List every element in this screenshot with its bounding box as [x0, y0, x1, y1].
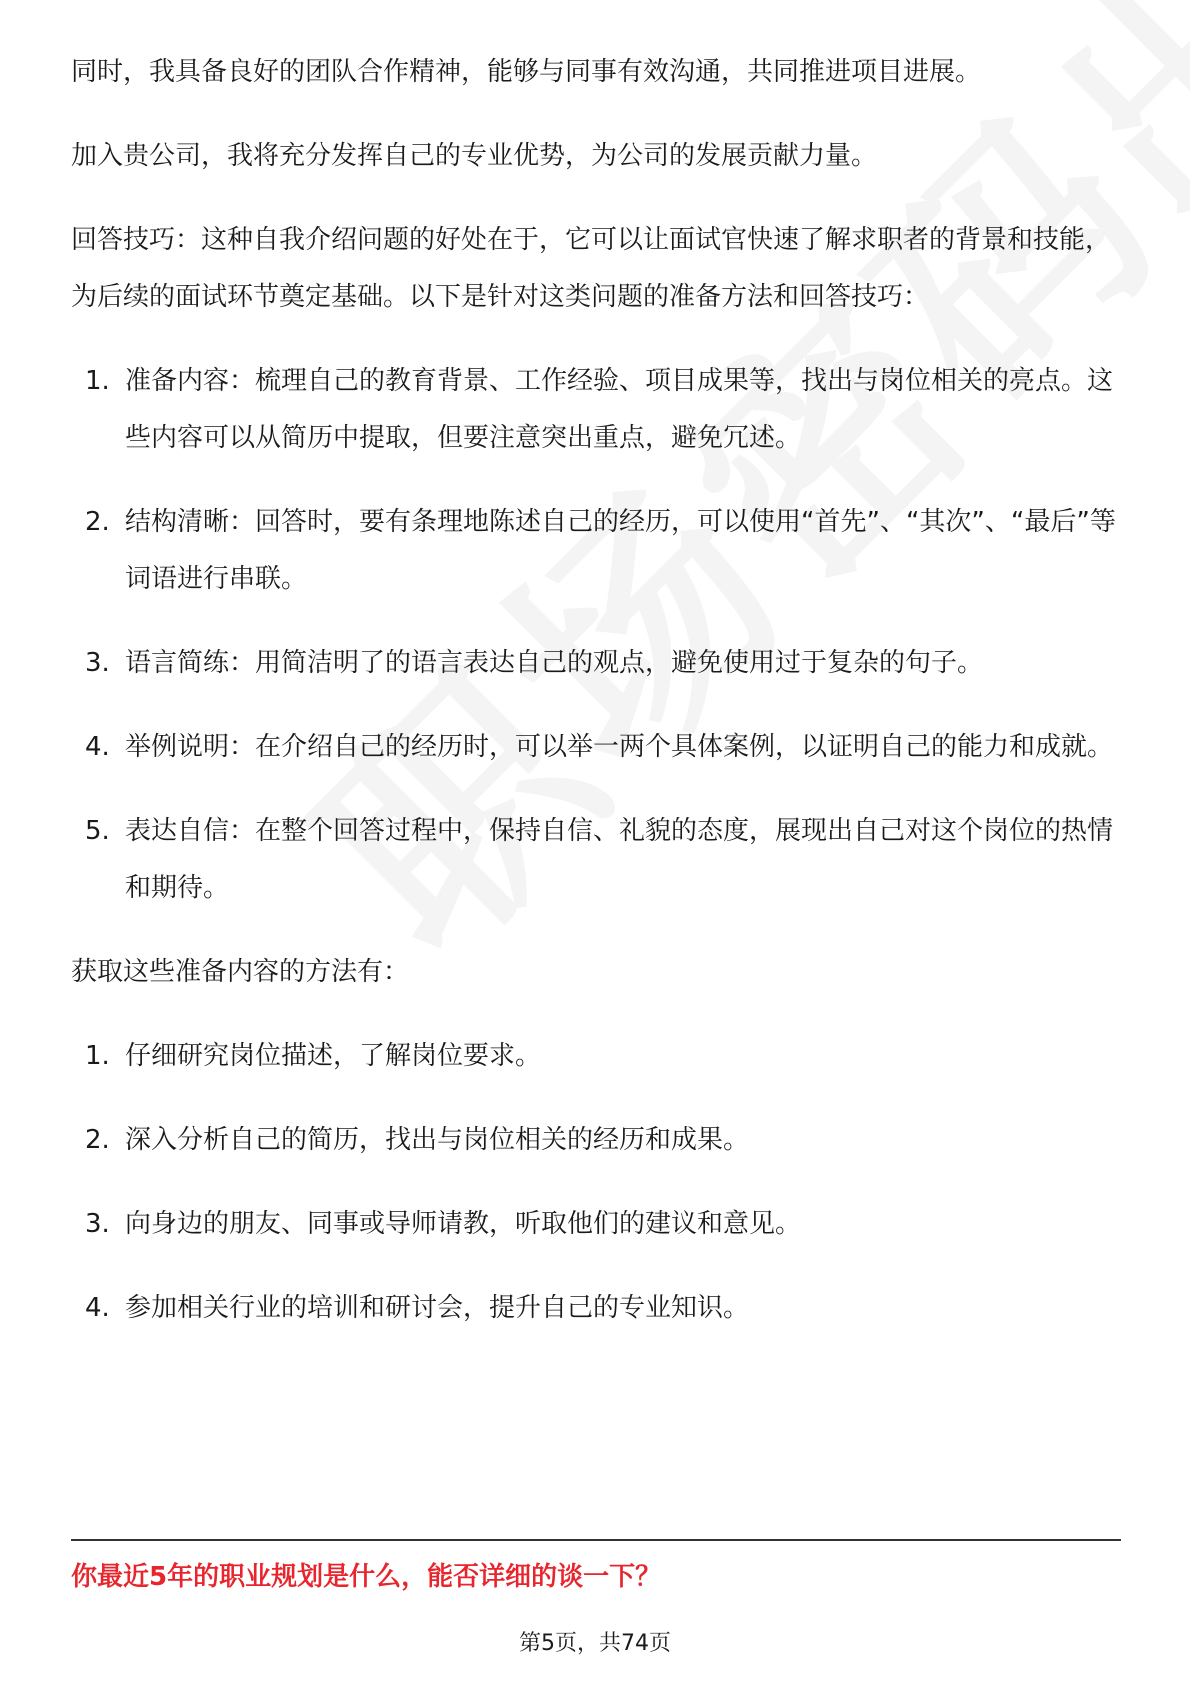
- list-item-text: 表达自信：在整个回答过程中，保持自信、礼貌的态度，展现出自己对这个岗位的热情和期待。: [125, 816, 1114, 903]
- list-item-text: 深入分析自己的简历，找出与岗位相关的经历和成果。: [125, 1125, 750, 1155]
- list-item-text: 语言简练：用简洁明了的语言表达自己的观点，避免使用过于复杂的句子。: [125, 648, 984, 678]
- list-item: [71, 635, 1121, 692]
- page-number: 第5页，共74页: [519, 1631, 671, 1656]
- list-item-text: 准备内容：梳理自己的教育背景、工作经验、项目成果等，找出与岗位相关的亮点。这些内容可以从简历中提取，但要注意突出重点，避免冗述。: [125, 366, 1114, 453]
- list-item-text: 参加相关行业的培训和研讨会，提升自己的专业知识。: [125, 1293, 750, 1323]
- list-item-text: 向身边的朋友、同事或导师请教，听取他们的建议和意见。: [125, 1209, 802, 1239]
- list-item-number: 1.: [85, 366, 110, 396]
- list-item-number: 4.: [85, 1293, 110, 1323]
- list-item: [71, 1028, 1121, 1085]
- next-question-heading: 你最近5年的职业规划是什么，能否详细的谈一下？: [71, 1562, 662, 1592]
- list-item: [71, 494, 1121, 608]
- list-item-number: 4.: [85, 732, 110, 762]
- list-item: [71, 353, 1121, 467]
- paragraph-join-company: 加入贵公司，我将充分发挥自己的专业优势，为公司的发展贡献力量。: [71, 141, 878, 171]
- list-item: [71, 1112, 1121, 1169]
- list-item-number: 2.: [85, 507, 110, 537]
- methods-list: [71, 1028, 1121, 1337]
- paragraph-teamwork: 同时，我具备良好的团队合作精神，能够与同事有效沟通，共同推进项目进展。: [71, 57, 982, 87]
- list-item-number: 3.: [85, 648, 110, 678]
- list-item: [71, 803, 1121, 917]
- list-item: [71, 719, 1121, 776]
- tips-list: [71, 353, 1121, 917]
- list-item-number: 1.: [85, 1041, 110, 1071]
- document-body: [71, 44, 1121, 1364]
- list-item-text: 结构清晰：回答时，要有条理地陈述自己的经历，可以使用“首先”、“其次”、“最后”等词语进行串联。: [125, 507, 1116, 594]
- list-item-number: 3.: [85, 1209, 110, 1239]
- list-item-text: 举例说明：在介绍自己的经历时，可以举一两个具体案例，以证明自己的能力和成就。: [125, 732, 1114, 762]
- list-item: [71, 1196, 1121, 1253]
- paragraph-answer-tips: 回答技巧：这种自我介绍问题的好处在于，它可以让面试官快速了解求职者的背景和技能，为后续的面试环节奠定基础。以下是针对这类问题的准备方法和回答技巧：: [71, 225, 1112, 312]
- section-divider: [71, 1539, 1121, 1541]
- list-item-number: 5.: [85, 816, 110, 846]
- paragraph-methods-intro: 获取这些准备内容的方法有：: [71, 957, 410, 987]
- list-item-text: 仔细研究岗位描述，了解岗位要求。: [125, 1041, 542, 1071]
- list-item-number: 2.: [85, 1125, 110, 1155]
- list-item: [71, 1280, 1121, 1337]
